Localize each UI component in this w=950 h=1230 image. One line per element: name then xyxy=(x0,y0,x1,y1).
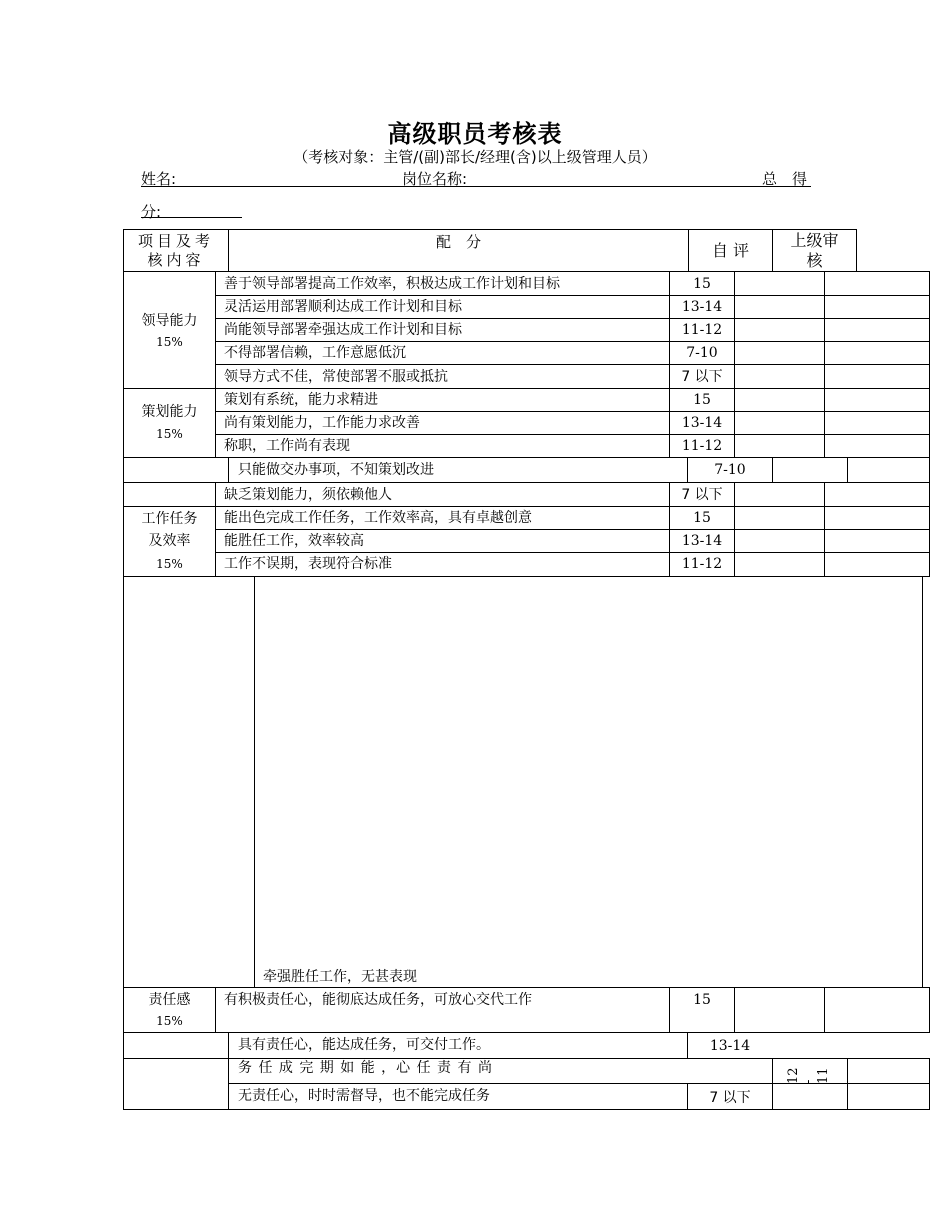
row-desc: 有积极责任心，能彻底达成任务，可放心交代工作 xyxy=(224,992,532,1008)
row-score: 11-12 xyxy=(681,322,723,338)
category-task: 工作任务 xyxy=(141,511,198,527)
category-responsibility: 责任感 xyxy=(148,992,191,1008)
row-desc: 领导方式不佳，常使部署不服或抵抗 xyxy=(224,369,448,385)
category-leadership: 领导能力 xyxy=(141,313,198,329)
row-desc: 务 任 成 完 期 如 能 ，心 任 责 有 尚 xyxy=(238,1060,493,1076)
row-desc: 具有责任心，能达成任务，可交付工作。 xyxy=(238,1037,490,1053)
row-score: 7-10 xyxy=(714,462,746,478)
row-score: 15 xyxy=(693,392,711,408)
header-superior-2: 核 xyxy=(806,251,823,270)
row-score: 15 xyxy=(693,992,711,1008)
row-desc: 工作不误期，表现符合标准 xyxy=(224,556,392,572)
header-points: 配 分 xyxy=(435,233,481,251)
row-desc: 尚有策划能力，工作能力求改善 xyxy=(224,415,420,431)
row-score: 13-14 xyxy=(681,299,723,315)
page-subtitle: （考核对象：主管/(副)部长/经理(含)以上级管理人员） xyxy=(293,148,657,166)
row-score-rotated: 12 - 11 xyxy=(786,1067,831,1084)
row-desc: 尚能领导部署牵强达成工作计划和目标 xyxy=(224,322,462,338)
row-score: 11-12 xyxy=(681,438,723,454)
row-score: 13-14 xyxy=(681,533,723,549)
category-task-2: 及效率 xyxy=(148,533,191,549)
row-desc: 善于领导部署提高工作效率，积极达成工作计划和目标 xyxy=(224,276,560,292)
row-score: 7 以下 xyxy=(709,1090,751,1106)
total-label: 总 得 xyxy=(762,170,808,188)
row-desc: 牵强胜任工作，无甚表现 xyxy=(263,969,417,985)
category-planning: 策划能力 xyxy=(141,404,198,420)
row-desc: 能出色完成工作任务，工作效率高，具有卓越创意 xyxy=(224,510,532,526)
score-label: 分: xyxy=(141,203,162,221)
position-label: 岗位名称: xyxy=(402,170,468,188)
category-planning-weight: 15% xyxy=(156,427,183,441)
row-desc: 只能做交办事项，不知策划改进 xyxy=(238,462,434,478)
row-desc: 策划有系统，能力求精进 xyxy=(224,392,378,408)
page-title: 高级职员考核表 xyxy=(387,120,563,148)
row-score: 13-14 xyxy=(681,415,723,431)
row-score: 11-12 xyxy=(681,556,723,572)
header-underline xyxy=(141,186,811,187)
row-score: 7 以下 xyxy=(681,369,723,385)
header-item-2: 核内容 xyxy=(147,251,205,269)
header-item: 项目及考 xyxy=(137,232,214,250)
row-desc: 能胜任工作，效率较高 xyxy=(224,533,364,549)
header-self: 自 评 xyxy=(711,241,750,260)
name-label: 姓名: xyxy=(141,170,177,188)
row-desc: 称职，工作尚有表现 xyxy=(224,438,350,454)
header-superior: 上级审 xyxy=(790,231,839,250)
row-score: 7-10 xyxy=(686,345,718,361)
row-desc: 无责任心，时时需督导，也不能完成任务 xyxy=(238,1088,490,1104)
category-leadership-weight: 15% xyxy=(156,335,183,349)
row-desc: 灵活运用部署顺利达成工作计划和目标 xyxy=(224,299,462,315)
row-desc: 不得部署信赖，工作意愿低沉 xyxy=(224,345,406,361)
row-score: 15 xyxy=(693,276,711,292)
score-underline xyxy=(141,217,242,218)
category-task-weight: 15% xyxy=(156,557,183,571)
category-responsibility-weight: 15% xyxy=(156,1014,183,1028)
row-score: 15 xyxy=(693,510,711,526)
row-desc: 缺乏策划能力，须依赖他人 xyxy=(224,487,392,503)
row-score: 13-14 xyxy=(709,1038,751,1054)
row-score: 7 以下 xyxy=(681,487,723,503)
